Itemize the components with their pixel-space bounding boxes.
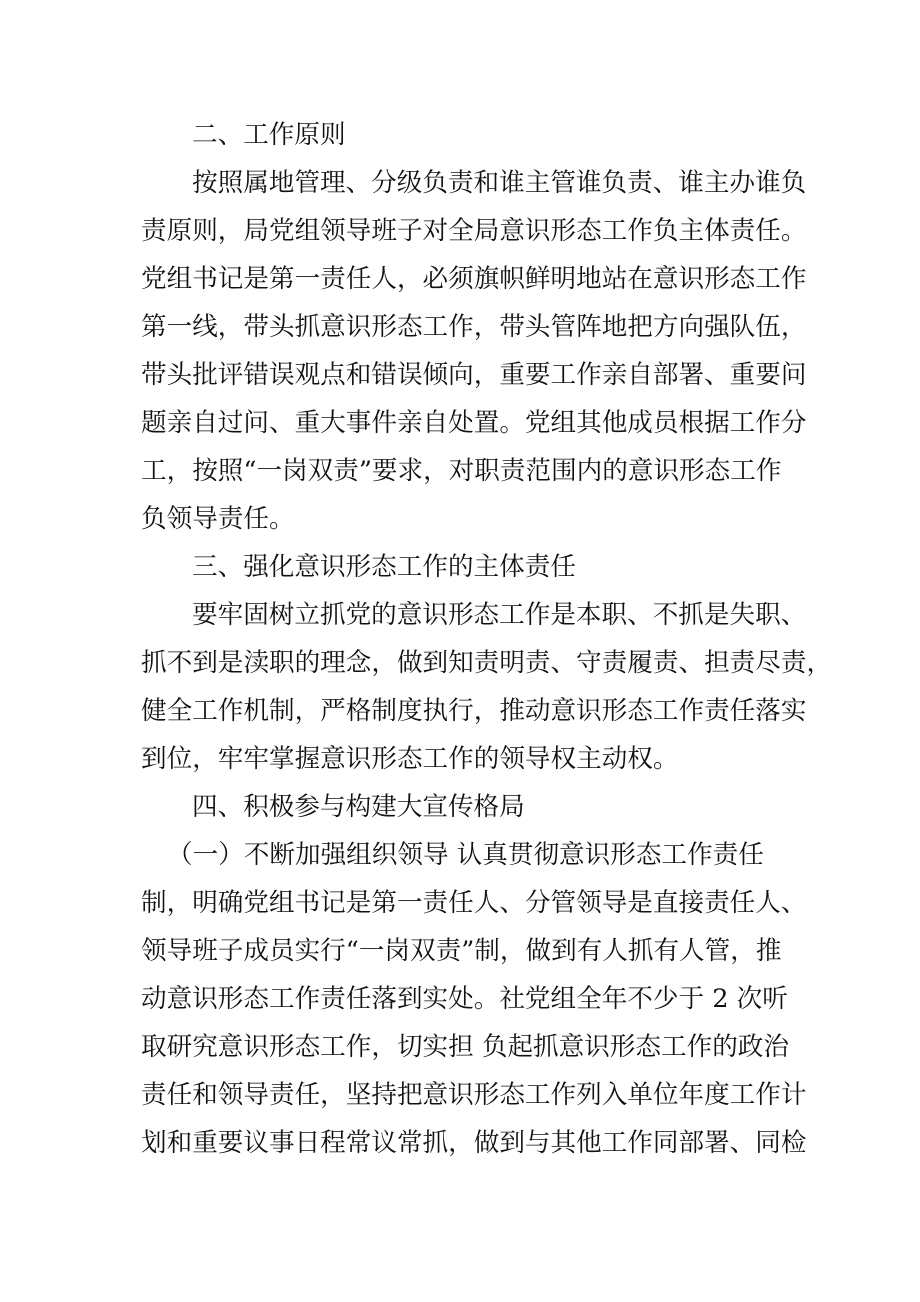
paragraph-line: 工，按照“一岗双责”要求，对职责范围内的意识形态工作	[141, 456, 782, 486]
paragraph-line: 第一线，带头抓意识形态工作，带头管阵地把方向强队伍，	[141, 312, 807, 342]
paragraph-line: 带头批评错误观点和错误倾向，重要工作亲自部署、重要问	[141, 360, 807, 390]
paragraph-line: 要牢固树立抓党的意识形态工作是本职、不抓是失职、	[192, 600, 807, 630]
section-heading: 四、积极参与构建大宣传格局	[192, 792, 525, 822]
paragraph-line: 党组书记是第一责任人，必须旗帜鲜明地站在意识形态工作	[141, 264, 807, 294]
paragraph-line: 取研究意识形态工作，切实担 负起抓意识形态工作的政治	[141, 1032, 789, 1062]
paragraph-line: 划和重要议事日程常议常抓，做到与其他工作同部署、同检	[141, 1128, 807, 1158]
paragraph-line: （一）不断加强组织领导 认真贯彻意识形态工作责任	[167, 840, 764, 870]
paragraph-line: 按照属地管理、分级负责和谁主管谁负责、谁主办谁负	[192, 168, 807, 198]
paragraph-line: 制，明确党组书记是第一责任人、分管领导是直接责任人、	[141, 888, 807, 918]
paragraph-line: 抓不到是渎职的理念，做到知责明责、守责履责、担责尽责，	[141, 648, 833, 678]
paragraph-line: 到位，牢牢掌握意识形态工作的领导权主动权。	[141, 744, 679, 774]
paragraph-line: 领导班子成员实行“一岗双责”制，做到有人抓有人管，推	[141, 936, 782, 966]
section-heading: 三、强化意识形态工作的主体责任	[192, 552, 576, 582]
paragraph-line: 动意识形态工作责任落到实处。社党组全年不少于 2 次听	[141, 984, 788, 1014]
paragraph-line: 负领导责任。	[141, 504, 295, 534]
paragraph-line: 题亲自过问、重大事件亲自处置。党组其他成员根据工作分	[141, 408, 807, 438]
paragraph-line: 健全工作机制，严格制度执行，推动意识形态工作责任落实	[141, 696, 807, 726]
section-heading: 二、工作原则	[192, 120, 346, 150]
paragraph-line: 责原则，局党组领导班子对全局意识形态工作负主体责任。	[141, 216, 807, 246]
paragraph-line: 责任和领导责任，坚持把意识形态工作列入单位年度工作计	[141, 1080, 807, 1110]
